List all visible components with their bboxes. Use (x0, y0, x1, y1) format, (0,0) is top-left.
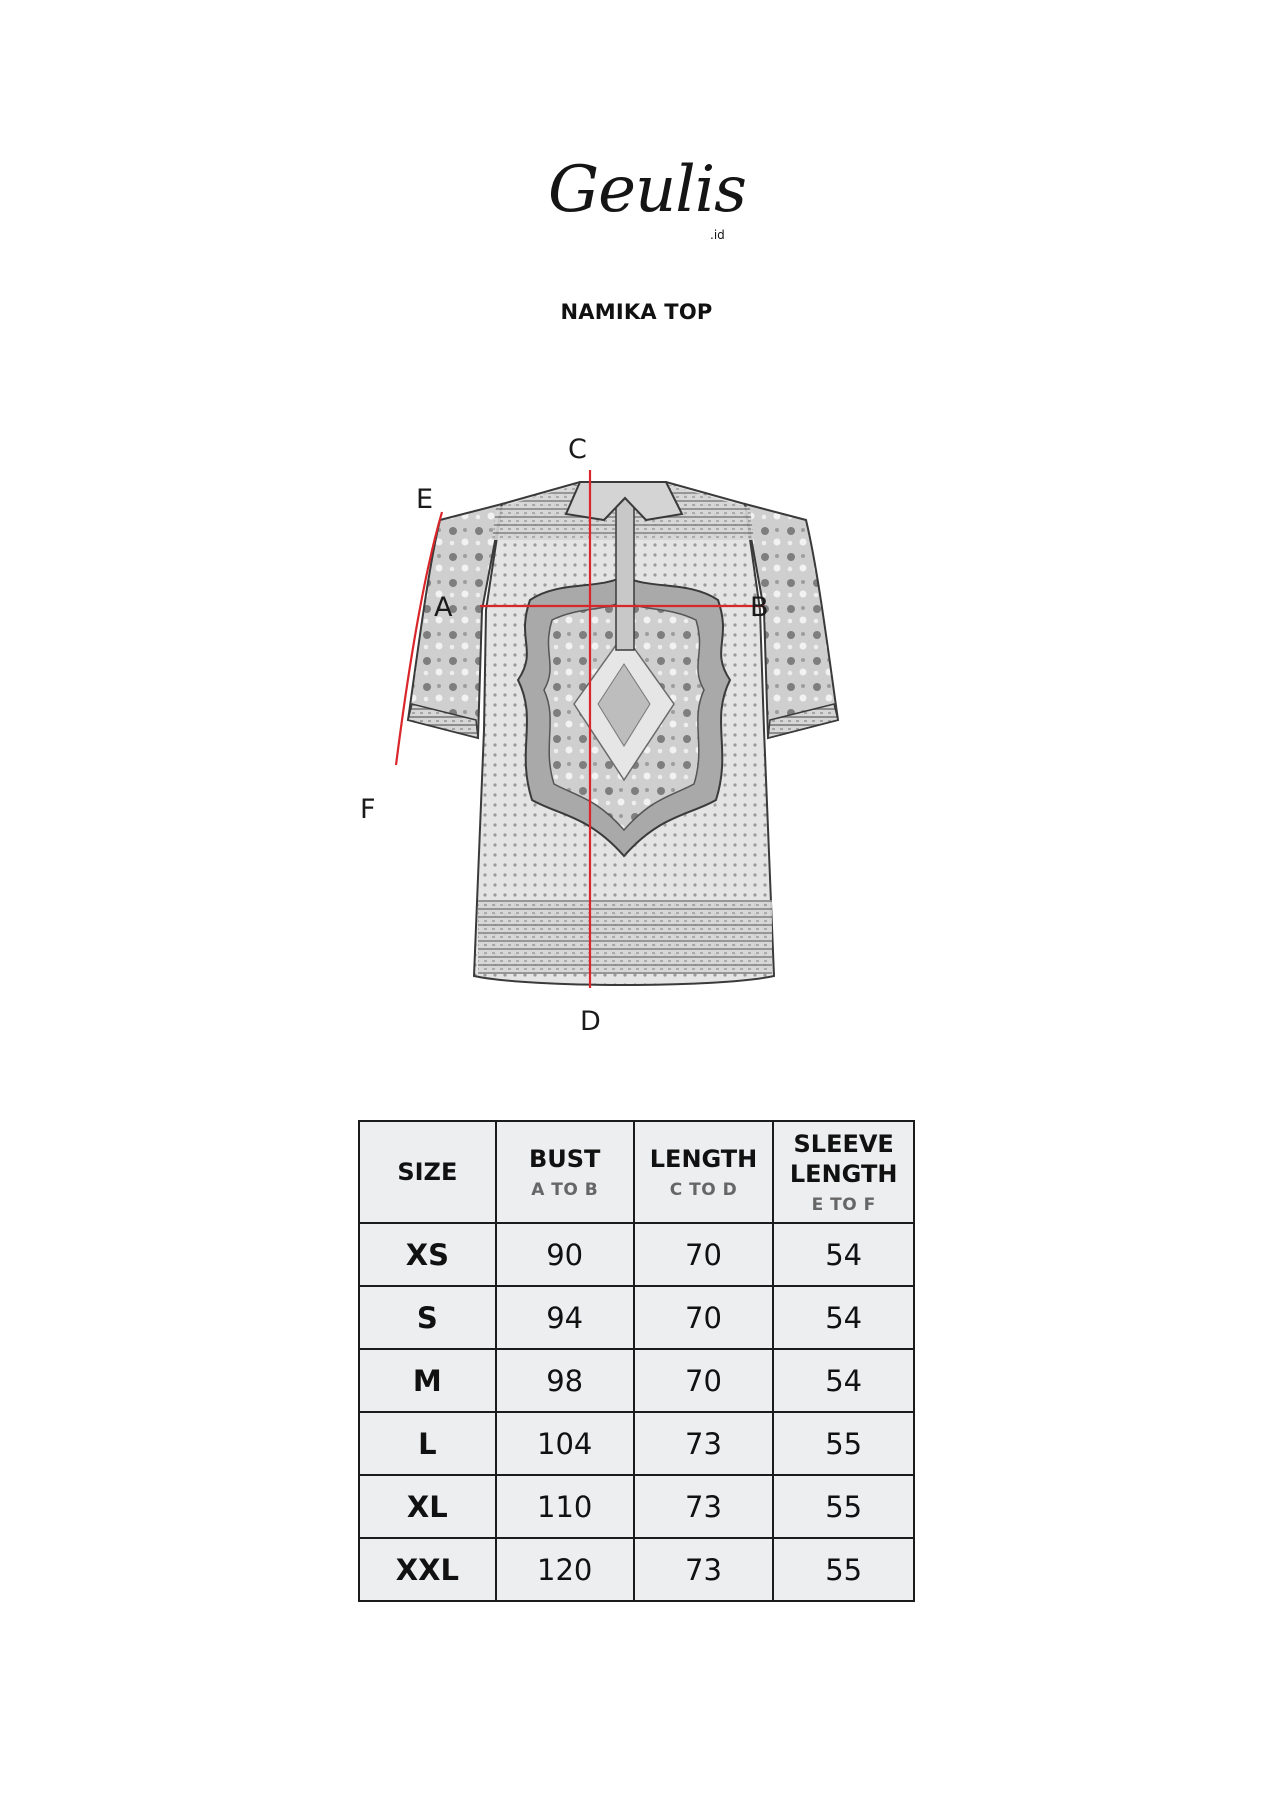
bust-cell: 104 (496, 1412, 634, 1475)
size-cell: XS (359, 1223, 496, 1286)
label-b: B (750, 592, 769, 623)
label-f: F (360, 794, 376, 825)
length-cell: 70 (634, 1286, 774, 1349)
bust-cell: 94 (496, 1286, 634, 1349)
sleeve-cell: 55 (773, 1412, 914, 1475)
table-row (359, 1538, 914, 1601)
table-header-row (359, 1121, 914, 1223)
label-c: C (568, 434, 587, 465)
size-chart-table (358, 1120, 915, 1602)
header-sleeve-label: SLEEVE LENGTH (789, 1130, 898, 1188)
brand-suffix: .id (710, 228, 725, 242)
bust-cell: 98 (496, 1349, 634, 1412)
header-length (634, 1121, 774, 1223)
garment-diagram (360, 420, 860, 1060)
length-cell: 73 (634, 1538, 774, 1601)
header-size-label: SIZE (397, 1158, 458, 1186)
length-cell: 70 (634, 1223, 774, 1286)
length-cell: 73 (634, 1475, 774, 1538)
header-length-sub: C TO D (669, 1180, 738, 1200)
bust-cell: 90 (496, 1223, 634, 1286)
size-cell: M (359, 1349, 496, 1412)
length-cell: 70 (634, 1349, 774, 1412)
placket (616, 490, 634, 650)
header-sleeve (773, 1121, 914, 1223)
table-row (359, 1412, 914, 1475)
header-bust-sub: A TO B (531, 1180, 599, 1200)
bust-cell: 110 (496, 1475, 634, 1538)
product-title: NAMIKA TOP (560, 300, 713, 324)
size-cell: XL (359, 1475, 496, 1538)
size-cell: L (359, 1412, 496, 1475)
table-row (359, 1349, 914, 1412)
table-row (359, 1475, 914, 1538)
sleeve-cell: 55 (773, 1538, 914, 1601)
header-length-label: LENGTH (649, 1145, 758, 1173)
sleeve-cell: 55 (773, 1475, 914, 1538)
table-row (359, 1286, 914, 1349)
label-d: D (580, 1006, 601, 1037)
top-illustration (360, 420, 860, 1060)
label-a: A (434, 592, 453, 623)
header-bust-label: BUST (528, 1145, 601, 1173)
header-bust (496, 1121, 634, 1223)
header-size (359, 1121, 496, 1223)
brand-name: Geulis (548, 153, 746, 227)
size-cell: XXL (359, 1538, 496, 1601)
length-cell: 73 (634, 1412, 774, 1475)
header-sleeve-sub: E TO F (811, 1195, 876, 1215)
bust-cell: 120 (496, 1538, 634, 1601)
sleeve-cell: 54 (773, 1223, 914, 1286)
sleeve-cell: 54 (773, 1286, 914, 1349)
size-cell: S (359, 1286, 496, 1349)
sleeve-cell: 54 (773, 1349, 914, 1412)
brand-logo (548, 153, 748, 268)
table-row (359, 1223, 914, 1286)
label-e: E (416, 484, 434, 515)
